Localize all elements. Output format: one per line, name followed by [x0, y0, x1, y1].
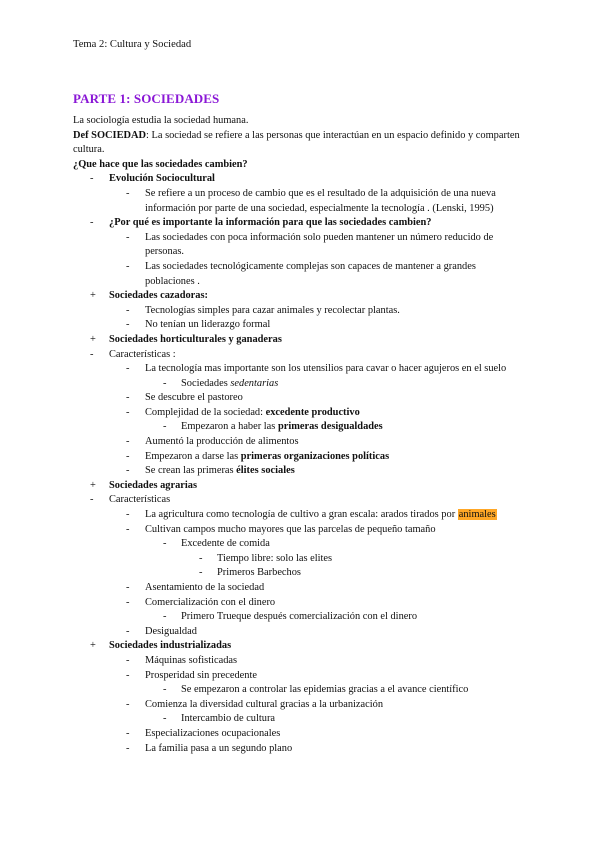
list-item — [73, 172, 533, 187]
item-text: Comienza la diversidad cultural gracias a la urbanización — [145, 698, 384, 710]
list-item — [73, 654, 533, 669]
dash-marker: - — [126, 450, 130, 462]
dash-marker: - — [126, 625, 130, 637]
item-text: ¿Por qué es importante la información para que las sociedades cambien? — [109, 217, 432, 229]
section-heading: PARTE 1: SOCIEDADES — [73, 91, 220, 106]
item-text: Primeros Barbechos — [217, 567, 301, 579]
item-text: Características — [109, 494, 171, 506]
item-text: La familia pasa a un segundo plano — [145, 742, 293, 754]
dash-marker: - — [126, 260, 130, 272]
list-item — [73, 231, 533, 260]
plus-marker: + — [90, 479, 96, 491]
list-item — [73, 187, 533, 216]
plus-marker: + — [90, 333, 96, 345]
item-text: Sociedades — [181, 377, 231, 389]
list-item — [73, 362, 533, 377]
document-body — [73, 114, 533, 756]
item-text: Sociedades industrializadas — [109, 640, 232, 652]
item-text: Desigualdad — [145, 625, 197, 637]
list-item — [73, 610, 533, 625]
item-text: Intercambio de cultura — [181, 713, 276, 725]
dash-marker: - — [199, 552, 203, 564]
item-text: Máquinas sofisticadas — [145, 654, 238, 666]
question: ¿Que hace que las sociedades cambien? — [73, 158, 248, 170]
list-item — [73, 289, 533, 304]
item-text: Se crean las primeras — [145, 465, 237, 477]
item-text: Especializaciones ocupacionales — [145, 727, 281, 739]
list-item — [73, 639, 533, 654]
list-item — [73, 377, 533, 392]
list-item — [73, 420, 533, 435]
dash-marker: - — [163, 538, 167, 550]
list-item — [73, 508, 533, 523]
list-item — [73, 318, 533, 333]
list-item — [73, 260, 533, 289]
plus-marker: + — [90, 290, 96, 302]
item-text: Asentamiento de la sociedad — [145, 582, 265, 593]
dash-marker: - — [126, 304, 130, 316]
list-item — [73, 625, 533, 640]
running-header: Tema 2: Cultura y Sociedad — [73, 39, 192, 50]
list-item — [73, 464, 533, 479]
dash-marker: - — [126, 669, 130, 681]
list-item — [73, 596, 533, 611]
list-item — [73, 435, 533, 450]
dash-marker: - — [126, 596, 130, 608]
dash-marker: - — [126, 523, 130, 535]
list-item — [73, 537, 533, 552]
dash-marker: - — [163, 377, 167, 389]
dash-marker: - — [126, 727, 130, 739]
item-text: Se empezaron a controlar las epidemias gracias a el avance científico — [181, 684, 469, 696]
list-item — [73, 391, 533, 406]
dash-marker: - — [126, 465, 130, 477]
highlighted-word: animales — [458, 509, 496, 521]
definition — [73, 129, 533, 158]
dash-marker: - — [126, 742, 130, 754]
dash-marker: - — [199, 567, 203, 579]
item-text: Se descubre el pastoreo — [145, 392, 243, 404]
list-item — [73, 712, 533, 727]
plus-marker: + — [90, 640, 96, 652]
item-bold: élites sociales — [236, 465, 295, 477]
item-bold: primeras organizaciones políticas — [240, 450, 390, 462]
dash-marker: - — [126, 698, 130, 710]
item-text: Empezaron a haber las — [181, 421, 278, 433]
item-text: La tecnología mas importante son los utensilios para cavar o hacer agujeros en el suelo — [145, 363, 507, 375]
item-bold: primeras desigualdades — [277, 421, 383, 433]
list-item — [73, 406, 533, 421]
list-item — [73, 333, 533, 348]
definition-label: Def SOCIEDAD — [73, 129, 147, 141]
list-item — [73, 479, 533, 494]
dash-marker: - — [126, 509, 130, 521]
intro-line — [73, 114, 533, 129]
dash-marker: - — [126, 392, 130, 404]
dash-marker: - — [126, 231, 130, 243]
list-item — [73, 581, 533, 596]
item-bold: excedente productivo — [265, 406, 360, 418]
item-text: La agricultura como tecnología de cultivo a gran escala: arados tirados por — [145, 509, 458, 521]
list-item — [73, 552, 533, 567]
list-item — [73, 348, 533, 363]
list-item — [73, 727, 533, 742]
item-text: Comercialización con el dinero — [145, 596, 276, 608]
item-text: Sociedades agrarias — [109, 479, 198, 491]
dash-marker: - — [126, 406, 130, 418]
item-text: Tiempo libre: solo las elites — [217, 552, 333, 564]
item-text: Aumentó la producción de alimentos — [145, 436, 299, 448]
dash-marker: - — [163, 713, 167, 725]
list-item — [73, 683, 533, 698]
item-text: Evolución Sociocultural — [109, 173, 215, 185]
dash-marker: - — [126, 319, 130, 331]
list-item — [73, 216, 533, 231]
item-text: Primero Trueque después comercialización con el dinero — [181, 611, 418, 623]
item-text: Sociedades horticulturales y ganaderas — [109, 333, 282, 345]
item-text: Excedente de comida — [181, 538, 270, 550]
item-emphasis: sedentarias — [230, 377, 279, 389]
item-text: Características : — [109, 348, 176, 360]
dash-marker: - — [90, 348, 94, 360]
dash-marker: - — [90, 173, 94, 185]
item-text: No tenían un liderazgo formal — [145, 319, 271, 331]
list-item — [73, 523, 533, 538]
item-text: Las sociedades tecnológicamente complejas son capaces de mantener a grandes poblaciones . — [145, 260, 476, 287]
dash-marker: - — [163, 611, 167, 623]
list-item — [73, 742, 533, 757]
item-text: Tecnologías simples para cazar animales y recolectar plantas. — [145, 304, 400, 316]
item-text: Empezaron a darse las — [145, 450, 241, 462]
dash-marker: - — [126, 654, 130, 666]
dash-marker: - — [126, 436, 130, 448]
definition-text: : La sociedad se refiere a las personas que interactúan en un espacio definido y comparten cultura. — [73, 129, 520, 156]
item-text: Prosperidad sin precedente — [145, 669, 257, 681]
item-text: Cultivan campos mucho mayores que las parcelas de pequeño tamaño — [145, 523, 436, 535]
item-text: Se refiere a un proceso de cambio que es el resultado de la adquisición de una nueva información por parte de una sociedad, especialmente la tecnología . (Lenski, 1995) — [145, 187, 496, 214]
dash-marker: - — [90, 217, 94, 229]
item-text: Complejidad de la sociedad: — [145, 406, 266, 418]
intro-text: La sociología estudia la sociedad humana. — [73, 115, 249, 126]
dash-marker: - — [163, 421, 167, 433]
list-item — [73, 566, 533, 581]
list-item — [73, 450, 533, 465]
item-text: Las sociedades con poca información solo pueden mantener un número reducido de personas. — [145, 231, 494, 258]
list-item — [73, 304, 533, 319]
dash-marker: - — [90, 494, 94, 506]
list-item — [73, 669, 533, 684]
dash-marker: - — [126, 582, 130, 593]
dash-marker: - — [126, 363, 130, 375]
dash-marker: - — [126, 187, 130, 199]
list-item — [73, 698, 533, 713]
list-item — [73, 493, 533, 508]
item-text: Sociedades cazadoras: — [109, 290, 208, 302]
dash-marker: - — [163, 684, 167, 696]
